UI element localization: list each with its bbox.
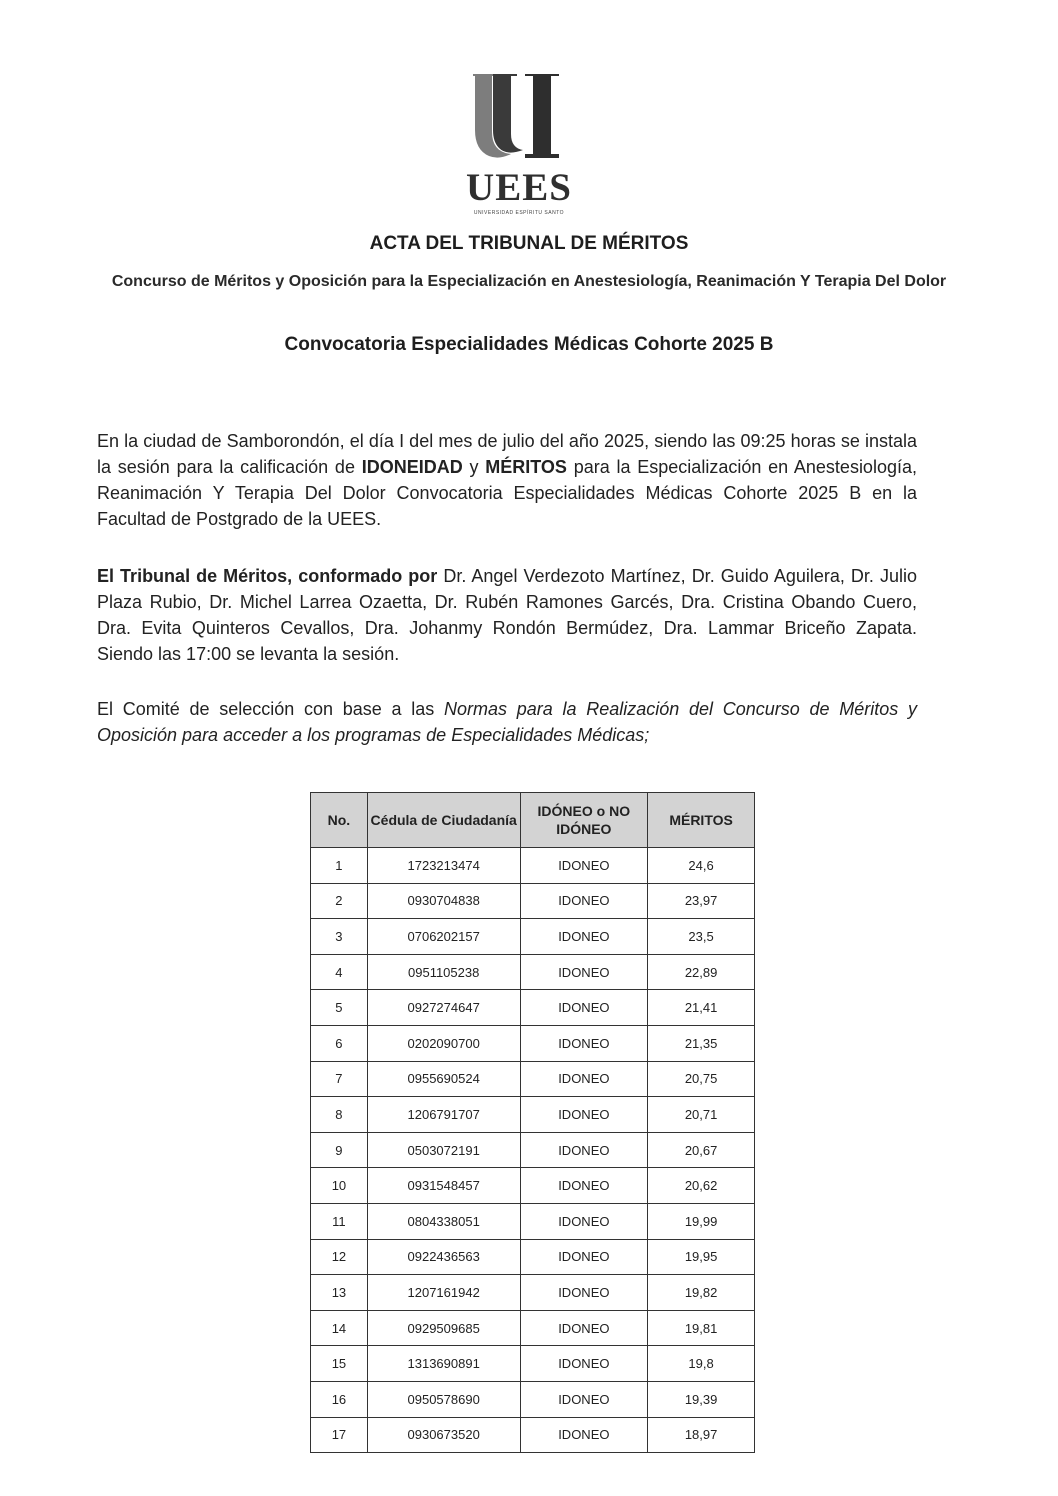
cell-cedula: 0503072191 bbox=[367, 1132, 520, 1168]
p1-text-a: En la ciudad de Samborondón, el día I del mes de julio del año 2025, siendo las 09:25 horas se instala la sesión para la calificación de bbox=[97, 431, 917, 477]
paragraph-session-opening bbox=[97, 428, 917, 532]
table-row bbox=[311, 1381, 755, 1417]
cell-no: 2 bbox=[311, 883, 368, 919]
cell-no: 1 bbox=[311, 848, 368, 884]
table-row bbox=[311, 954, 755, 990]
cell-no: 11 bbox=[311, 1203, 368, 1239]
cell-meritos: 19,82 bbox=[648, 1275, 755, 1311]
table-row bbox=[311, 990, 755, 1026]
cell-cedula: 0951105238 bbox=[367, 954, 520, 990]
cell-idoneo: IDONEO bbox=[520, 919, 648, 955]
header-idoneo: IDÓNEO o NO IDÓNEO bbox=[520, 793, 648, 848]
cell-meritos: 19,8 bbox=[648, 1346, 755, 1382]
cell-meritos: 23,97 bbox=[648, 883, 755, 919]
cell-idoneo: IDONEO bbox=[520, 1168, 648, 1204]
table-row bbox=[311, 1417, 755, 1453]
table-header-row bbox=[311, 793, 755, 848]
cell-meritos: 22,89 bbox=[648, 954, 755, 990]
cell-idoneo: IDONEO bbox=[520, 1346, 648, 1382]
cell-meritos: 20,71 bbox=[648, 1097, 755, 1133]
table-row bbox=[311, 848, 755, 884]
cell-meritos: 21,41 bbox=[648, 990, 755, 1026]
cell-meritos: 19,39 bbox=[648, 1381, 755, 1417]
p3-text-a: El Comité de selección con base a las bbox=[97, 699, 444, 719]
cell-no: 14 bbox=[311, 1310, 368, 1346]
cell-no: 3 bbox=[311, 919, 368, 955]
p1-text-c: y bbox=[462, 457, 486, 477]
table-row bbox=[311, 1061, 755, 1097]
p1-text-e: para la Especialización en Anestesiología, Reanimación Y Terapia Del Dolor Convocatoria Especialidades Médicas Cohorte 2025 B en la Facultad de Postgrado de la UEES. bbox=[97, 457, 917, 529]
cell-no: 8 bbox=[311, 1097, 368, 1133]
cell-cedula: 1206791707 bbox=[367, 1097, 520, 1133]
cell-meritos: 19,95 bbox=[648, 1239, 755, 1275]
cell-cedula: 0931548457 bbox=[367, 1168, 520, 1204]
p1-bold-meritos: MÉRITOS bbox=[485, 457, 567, 477]
cell-meritos: 19,99 bbox=[648, 1203, 755, 1239]
cell-cedula: 0929509685 bbox=[367, 1310, 520, 1346]
cell-idoneo: IDONEO bbox=[520, 1275, 648, 1311]
cell-no: 16 bbox=[311, 1381, 368, 1417]
cell-no: 13 bbox=[311, 1275, 368, 1311]
cell-idoneo: IDONEO bbox=[520, 1025, 648, 1061]
cell-idoneo: IDONEO bbox=[520, 1061, 648, 1097]
cell-meritos: 20,62 bbox=[648, 1168, 755, 1204]
uees-logo bbox=[459, 68, 579, 218]
cell-no: 4 bbox=[311, 954, 368, 990]
cell-idoneo: IDONEO bbox=[520, 1132, 648, 1168]
cell-cedula: 0927274647 bbox=[367, 990, 520, 1026]
cell-idoneo: IDONEO bbox=[520, 1310, 648, 1346]
table-row bbox=[311, 1025, 755, 1061]
cell-cedula: 0950578690 bbox=[367, 1381, 520, 1417]
cell-no: 9 bbox=[311, 1132, 368, 1168]
cell-no: 5 bbox=[311, 990, 368, 1026]
cell-cedula: 0955690524 bbox=[367, 1061, 520, 1097]
document-subtitle: Concurso de Méritos y Oposición para la Especialización en Anestesiología, Reanimación Y Terapia Del Dolor bbox=[111, 273, 947, 290]
table-row bbox=[311, 1346, 755, 1382]
header-no: No. bbox=[311, 793, 368, 848]
convocatoria-heading: Convocatoria Especialidades Médicas Cohorte 2025 B bbox=[284, 334, 774, 355]
p2-bold-lead: El Tribunal de Méritos, conformado por bbox=[97, 566, 438, 586]
table-row bbox=[311, 1310, 755, 1346]
cell-idoneo: IDONEO bbox=[520, 954, 648, 990]
table-row bbox=[311, 1275, 755, 1311]
cell-meritos: 19,81 bbox=[648, 1310, 755, 1346]
cell-cedula: 0706202157 bbox=[367, 919, 520, 955]
cell-no: 6 bbox=[311, 1025, 368, 1061]
cell-idoneo: IDONEO bbox=[520, 1417, 648, 1453]
cell-idoneo: IDONEO bbox=[520, 1097, 648, 1133]
logo-wordmark: UEES bbox=[466, 166, 572, 209]
cell-cedula: 0930673520 bbox=[367, 1417, 520, 1453]
cell-idoneo: IDONEO bbox=[520, 848, 648, 884]
cell-idoneo: IDONEO bbox=[520, 990, 648, 1026]
table-row bbox=[311, 1097, 755, 1133]
table-row bbox=[311, 1203, 755, 1239]
cell-meritos: 20,67 bbox=[648, 1132, 755, 1168]
cell-cedula: 0922436563 bbox=[367, 1239, 520, 1275]
table-row bbox=[311, 1132, 755, 1168]
cell-cedula: 0202090700 bbox=[367, 1025, 520, 1061]
header-meritos: MÉRITOS bbox=[648, 793, 755, 848]
p1-bold-idoneidad: IDONEIDAD bbox=[361, 457, 463, 477]
cell-no: 12 bbox=[311, 1239, 368, 1275]
table-row bbox=[311, 1168, 755, 1204]
p3-italic-norms: Normas para la Realización del Concurso de Méritos y Oposición para acceder a los programas de Especialidades Médicas; bbox=[97, 699, 917, 745]
cell-idoneo: IDONEO bbox=[520, 1381, 648, 1417]
paragraph-tribunal-members bbox=[97, 563, 917, 667]
cell-idoneo: IDONEO bbox=[520, 1203, 648, 1239]
p2-text-members: Dr. Angel Verdezoto Martínez, Dr. Guido Aguilera, Dr. Julio Plaza Rubio, Dr. Michel Larrea Ozaetta, Dr. Rubén Ramones Garcés, Dra. Cristina Obando Cuero, Dra. Evita Quinteros Cevallos, Dra. Johanmy Rondón Bermúdez, Dra. Lammar Briceño Zapata. Siendo las 17:00 se levanta la sesión. bbox=[97, 566, 918, 664]
cell-idoneo: IDONEO bbox=[520, 883, 648, 919]
cell-no: 7 bbox=[311, 1061, 368, 1097]
cell-meritos: 18,97 bbox=[648, 1417, 755, 1453]
document-title: ACTA DEL TRIBUNAL DE MÉRITOS bbox=[369, 233, 689, 254]
table-body bbox=[311, 848, 755, 1453]
cell-cedula: 1313690891 bbox=[367, 1346, 520, 1382]
header-cedula: Cédula de Ciudadanía bbox=[367, 793, 520, 848]
cell-no: 10 bbox=[311, 1168, 368, 1204]
cell-meritos: 21,35 bbox=[648, 1025, 755, 1061]
cell-no: 15 bbox=[311, 1346, 368, 1382]
cell-cedula: 1723213474 bbox=[367, 848, 520, 884]
uees-monogram-icon bbox=[459, 68, 579, 168]
cell-cedula: 1207161942 bbox=[367, 1275, 520, 1311]
cell-cedula: 0804338051 bbox=[367, 1203, 520, 1239]
cell-idoneo: IDONEO bbox=[520, 1239, 648, 1275]
cell-no: 17 bbox=[311, 1417, 368, 1453]
cell-meritos: 24,6 bbox=[648, 848, 755, 884]
paragraph-committee bbox=[97, 696, 917, 748]
table-row bbox=[311, 1239, 755, 1275]
cell-cedula: 0930704838 bbox=[367, 883, 520, 919]
results-table bbox=[310, 792, 755, 1453]
logo-subtext: UNIVERSIDAD ESPÍRITU SANTO bbox=[473, 210, 565, 216]
table-row bbox=[311, 883, 755, 919]
cell-meritos: 20,75 bbox=[648, 1061, 755, 1097]
cell-meritos: 23,5 bbox=[648, 919, 755, 955]
table-row bbox=[311, 919, 755, 955]
